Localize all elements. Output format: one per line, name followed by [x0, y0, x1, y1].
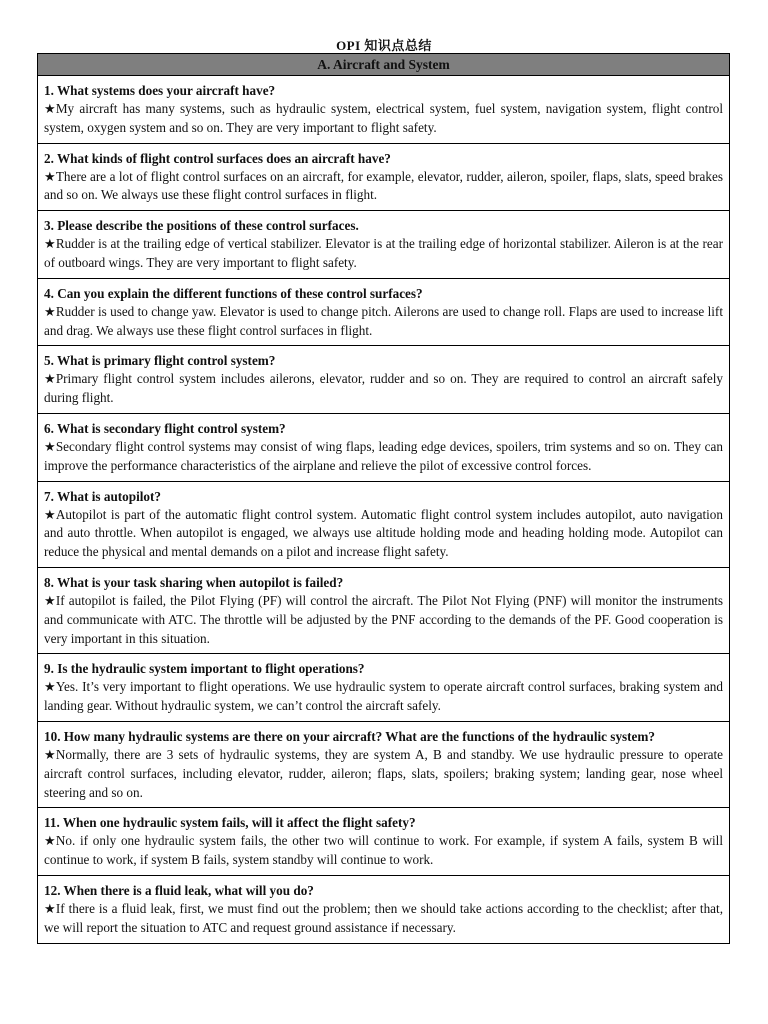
qa-item: [38, 653, 729, 721]
qa-item: [38, 481, 729, 567]
answer: [44, 100, 723, 138]
answer: [44, 370, 723, 408]
qa-item: [38, 413, 729, 481]
star-bullet-icon: ★: [44, 679, 56, 695]
answer-text: Rudder is used to change yaw. Elevator is used to change pitch. Ailerons are used to change roll. Flaps are used to increase lift and drag. We always use these flight control surfaces in flight.: [44, 303, 723, 338]
question: 7. What is autopilot?: [44, 488, 162, 504]
qa-table: [37, 53, 730, 944]
answer: [44, 832, 723, 870]
answer-text: Yes. It’s very important to flight operations. We use hydraulic system to operate aircraft control surfaces, braking system and landing gear. Without hydraulic system, we can’t control the aircraft safely.: [44, 679, 723, 714]
question: 2. What kinds of flight control surfaces does an aircraft have?: [44, 150, 391, 166]
answer-text: Normally, there are 3 sets of hydraulic systems, they are system A, B and standby. We use hydraulic pressure to operate aircraft control surfaces, including elevator, rudder, aileron; flaps, slats, spoilers; braking system; landing gear, nose wheel steering and so on.: [44, 746, 723, 800]
answer: [44, 303, 723, 341]
star-bullet-icon: ★: [44, 168, 56, 184]
answer: [44, 168, 723, 206]
answer: [44, 592, 723, 648]
question: 4. Can you explain the different functions of these control surfaces?: [44, 285, 423, 301]
qa-item: [38, 567, 729, 653]
qa-item: [38, 721, 729, 807]
qa-item: [38, 807, 729, 875]
answer: [44, 438, 723, 476]
star-bullet-icon: ★: [44, 506, 56, 522]
answer: [44, 900, 723, 938]
qa-item: [38, 345, 729, 413]
answer-text: My aircraft has many systems, such as hydraulic system, electrical system, fuel system, navigation system, flight control system, oxygen system and so on. They are very important to flight safety.: [44, 101, 723, 135]
question: 9. Is the hydraulic system important to flight operations?: [44, 661, 365, 677]
answer: [44, 678, 723, 716]
section-header: A. Aircraft and System: [38, 54, 729, 76]
star-bullet-icon: ★: [44, 101, 56, 116]
qa-item: [38, 875, 729, 943]
answer-text: Autopilot is part of the automatic flight control system. Automatic flight control system includes autopilot, auto navigation and auto throttle. When autopilot is engaged, we always use altitude holding mode and heading holding mode. Autopilot can reduce the physical and mental demands on a pilot and increase flight safety.: [44, 506, 723, 560]
question: 12. When there is a fluid leak, what will you do?: [44, 882, 314, 898]
question: 8. What is your task sharing when autopilot is failed?: [44, 574, 344, 590]
qa-rows: [38, 76, 729, 943]
star-bullet-icon: ★: [44, 371, 56, 387]
star-bullet-icon: ★: [44, 438, 56, 454]
question: 1. What systems does your aircraft have?: [44, 83, 276, 98]
qa-item: [38, 76, 729, 143]
answer-text: Primary flight control system includes ailerons, elevator, rudder and so on. They are required to control an aircraft safely during flight.: [44, 371, 723, 406]
question: 11. When one hydraulic system fails, will it affect the flight safety?: [44, 815, 416, 831]
star-bullet-icon: ★: [44, 833, 56, 849]
qa-item: [38, 210, 729, 278]
star-bullet-icon: ★: [44, 900, 56, 916]
page-title: OPI 知识点总结: [336, 38, 432, 53]
answer-text: Rudder is at the trailing edge of vertical stabilizer. Elevator is at the trailing edge of horizontal stabilizer. Aileron is at the rear of outboard wings. They are very important to flight safety.: [44, 236, 723, 270]
star-bullet-icon: ★: [44, 592, 56, 608]
star-bullet-icon: ★: [44, 236, 56, 252]
answer-text: Secondary flight control systems may consist of wing flaps, leading edge devices, spoilers, trim systems and so on. They can improve the performance characteristics of the airplane and relieve the pilot of excessive control forces.: [44, 438, 723, 473]
answer: [44, 235, 723, 273]
answer-text: No. if only one hydraulic system fails, the other two will continue to work. For example, if system A fails, system B will continue to work, if system B fails, system standby will continue to work.: [44, 833, 723, 868]
question: 5. What is primary flight control system?: [44, 353, 276, 369]
answer-text: If autopilot is failed, the Pilot Flying (PF) will control the aircraft. The Pilot Not Flying (PNF) will monitor the instruments and communicate with ATC. The throttle will be adjusted by the PNF according to the demands of the PF. Good cooperation is very important in this situation.: [44, 592, 723, 646]
question: 10. How many hydraulic systems are there on your aircraft? What are the functions of the hydraulic system?: [44, 728, 655, 744]
star-bullet-icon: ★: [44, 303, 56, 319]
qa-item: [38, 143, 729, 211]
answer-text: There are a lot of flight control surfaces on an aircraft, for example, elevator, rudder, aileron, spoiler, flaps, slats, speed brakes and so on. We always use these flight control surfaces in flight.: [44, 168, 723, 203]
question: 3. Please describe the positions of these control surfaces.: [44, 218, 359, 234]
answer: [44, 746, 723, 802]
answer-text: If there is a fluid leak, first, we must find out the problem; then we should take actions according to the checklist; after that, we will report the situation to ATC and request ground assistance if necessary.: [44, 900, 723, 935]
answer: [44, 506, 723, 562]
star-bullet-icon: ★: [44, 746, 56, 762]
qa-item: [38, 278, 729, 346]
question: 6. What is secondary flight control system?: [44, 420, 286, 436]
